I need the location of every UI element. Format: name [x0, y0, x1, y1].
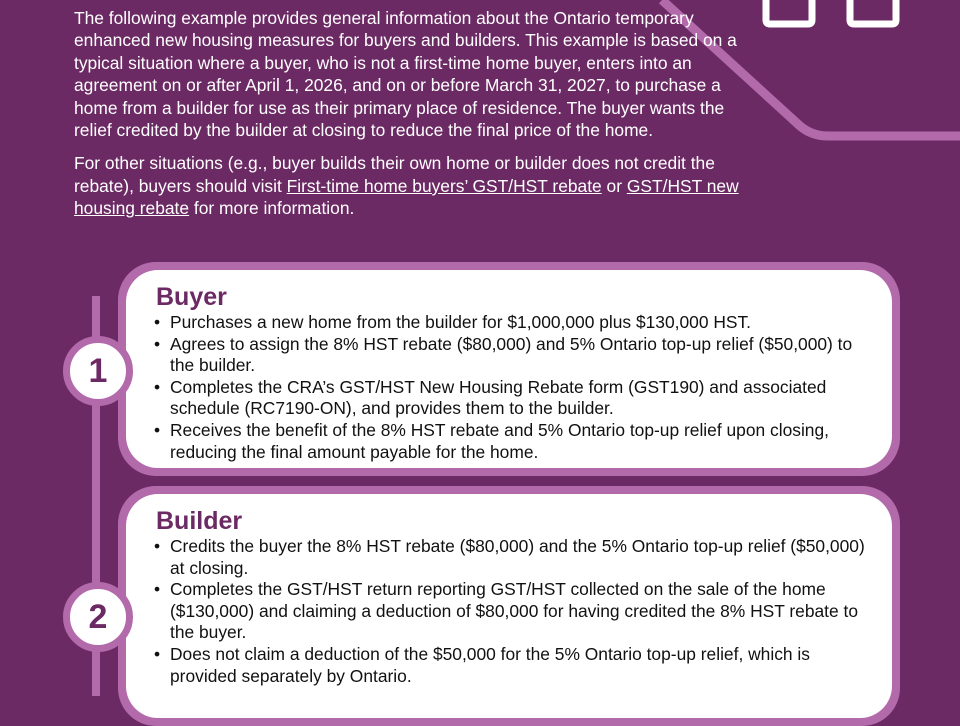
list-item: • Purchases a new home from the builder for $1,000,000 plus $130,000 HST. — [148, 312, 872, 334]
intro-paragraph-2 — [74, 152, 744, 219]
list-item: • Does not claim a deduction of the $50,000 for the 5% Ontario top-up relief, which is provided separately by Ontario. — [148, 644, 872, 687]
buyer-step-card — [118, 262, 900, 476]
list-item: • Agrees to assign the 8% HST rebate ($80,000) and 5% Ontario top-up relief ($50,000) to the builder. — [148, 334, 872, 377]
builder-step-card-body — [126, 494, 892, 718]
intro-paragraph-2-end: for more information. — [189, 198, 355, 219]
buyer-step-list — [148, 312, 872, 463]
intro-text — [74, 7, 744, 231]
intro-paragraph-2-mid: or — [601, 175, 627, 196]
first-time-home-buyers-rebate-link[interactable]: First-time home buyers’ GST/HST rebate — [286, 175, 602, 196]
buyer-step-title: Buyer — [156, 283, 227, 311]
list-item: • Completes the CRA’s GST/HST New Housing Rebate form (GST190) and associated schedule (RC7190-ON), and provides them to the builder. — [148, 377, 872, 420]
list-item: • Credits the buyer the 8% HST rebate ($80,000) and the 5% Ontario top-up relief ($50,000) at closing. — [148, 536, 872, 579]
list-item: • Completes the GST/HST return reporting GST/HST collected on the sale of the home ($130,000) and claiming a deduction of $80,000 for having credited the 8% HST rebate to the buyer. — [148, 579, 872, 644]
new-housing-rebate-link[interactable]: GST/HST new housing rebate — [74, 175, 739, 219]
step-number-2: 2 — [63, 582, 133, 652]
list-item: • Receives the benefit of the 8% HST rebate and 5% Ontario top-up relief upon closing, reducing the final amount payable for the home. — [148, 420, 872, 463]
step-number-1: 1 — [63, 336, 133, 406]
builder-step-list — [148, 536, 872, 687]
buyer-step-card-body — [126, 270, 892, 468]
builder-step-title: Builder — [156, 507, 243, 535]
intro-paragraph-2-start: For other situations (e.g., buyer builds their own home or builder does not credit the rebate), buyers should visit — [74, 153, 715, 196]
intro-paragraph-1: The following example provides general information about the Ontario temporary enhanced new housing measures for buyers and builders. This example is based on a typical situation where a buyer, who is not a first-time home buyer, enters into an agreement on or after April 1, 2026, and on or before March 31, 2027, to purchase a home from a builder for use as their primary place of residence. The buyer wants the relief credited by the builder at closing to reduce the final price of the home. — [74, 8, 737, 141]
builder-step-card — [118, 486, 900, 726]
